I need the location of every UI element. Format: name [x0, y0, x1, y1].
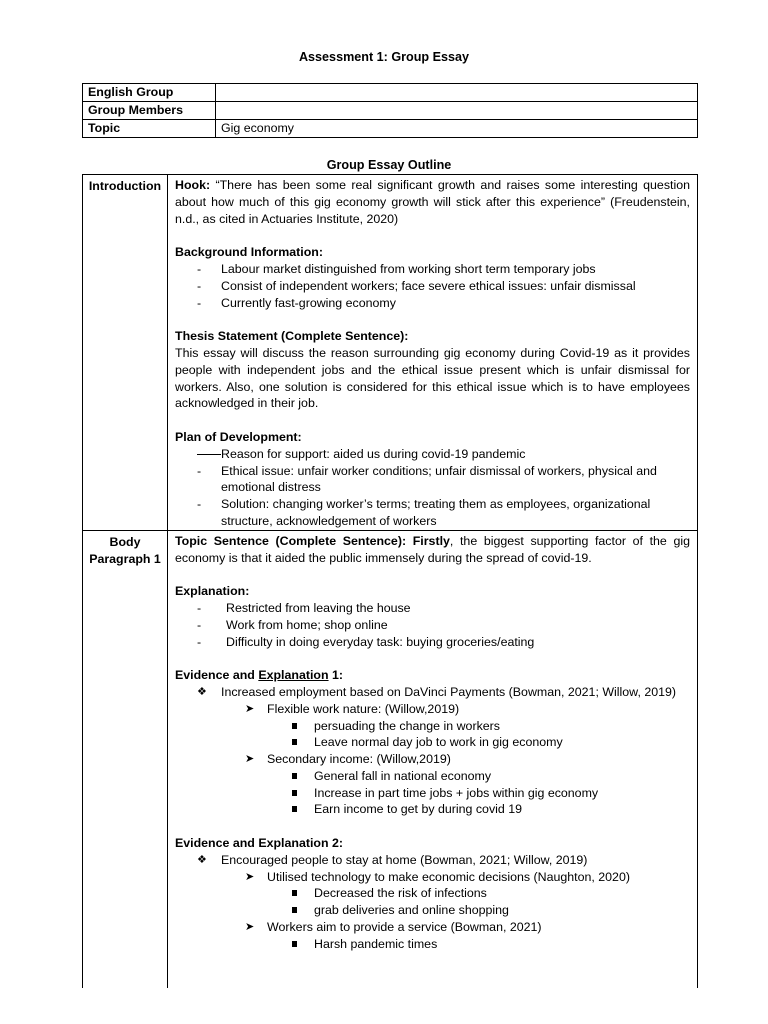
- explanation-item: - Difficulty in doing everyday task: buying groceries/eating: [175, 634, 690, 651]
- explanation-label: Explanation:: [175, 584, 250, 599]
- body-paragraph-1-row: [83, 530, 698, 988]
- evidence-point: grab deliveries and online shopping: [175, 902, 690, 919]
- explanation-item: - Restricted from leaving the house: [175, 600, 690, 617]
- introduction-content: [168, 175, 698, 531]
- info-value: [216, 84, 698, 102]
- plan-item: - Ethical issue: unfair worker conditions; unfair dismissal of workers, physical and emotional distress: [175, 463, 690, 497]
- square-bullet-icon: [292, 806, 297, 812]
- explanation-item: - Work from home; shop online: [175, 617, 690, 634]
- evidence-subitem: ➤ Utilised technology to make economic decisions (Naughton, 2020): [245, 869, 630, 884]
- square-bullet-icon: [292, 773, 297, 779]
- evidence-point: Earn income to get by during covid 19: [175, 801, 690, 818]
- plan-item: Reason for support: aided us during covid-19 pandemic: [175, 446, 690, 463]
- body-paragraph-1-content: [168, 530, 698, 988]
- info-label: Topic: [83, 120, 216, 138]
- thesis-label: Thesis Statement (Complete Sentence):: [175, 329, 409, 344]
- topic-sentence: [175, 533, 690, 567]
- info-value: Gig economy: [216, 120, 698, 138]
- topic-text: , the biggest supporting factor of the gig economy is that it aided the public immensely during the spread of covid-19.: [175, 533, 690, 565]
- arrow-bullet-icon: ➤: [245, 921, 255, 934]
- hook-label: Hook:: [175, 178, 211, 192]
- info-table: [82, 83, 698, 138]
- thesis-text: This essay will discuss the reason surrounding gig economy during Covid-19 as it provides people with independent jobs and the ethical issue present which is unfair dismissal for workers. Also, one solution is considered for this ethical issue which is to have employees acknowledged in their job.: [175, 345, 690, 411]
- arrow-bullet-icon: ➤: [245, 702, 255, 715]
- plan-label: Plan of Development:: [175, 429, 302, 444]
- evidence-subitem: ➤ Workers aim to provide a service (Bowman, 2021): [245, 920, 542, 935]
- info-label: English Group: [83, 84, 216, 102]
- info-value: [216, 102, 698, 120]
- arrow-bullet-icon: ➤: [245, 753, 255, 766]
- topic-label: Topic Sentence (Complete Sentence): Firstly: [175, 533, 450, 548]
- outline-table: [82, 174, 698, 988]
- document-title: Assessment 1: Group Essay: [298, 50, 470, 64]
- background-item: - Currently fast-growing economy: [175, 295, 690, 312]
- info-row-group-members: [83, 102, 698, 120]
- info-row-topic: [83, 120, 698, 138]
- evidence-2-label: Evidence and Explanation 2:: [175, 836, 344, 851]
- square-bullet-icon: [292, 739, 297, 745]
- section-label-introduction: Introduction: [83, 175, 168, 531]
- background-item: - Labour market distinguished from working short term temporary jobs: [175, 261, 690, 278]
- evidence-point: persuading the change in workers: [175, 718, 690, 735]
- diamond-bullet-icon: ❖: [197, 685, 207, 698]
- plan-item: - Solution: changing worker’s terms; treating them as employees, organizational structure, acknowledgement of workers: [175, 496, 690, 530]
- evidence-point: Harsh pandemic times: [175, 936, 690, 953]
- info-row-english-group: [83, 84, 698, 102]
- diamond-bullet-icon: ❖: [197, 853, 207, 866]
- evidence-item: ❖ Encouraged people to stay at home (Bowman, 2021; Willow, 2019): [197, 852, 588, 867]
- square-bullet-icon: [292, 790, 297, 796]
- evidence-point: Leave normal day job to work in gig economy: [175, 734, 690, 751]
- background-item: - Consist of independent workers; face severe ethical issues: unfair dismissal: [175, 278, 690, 295]
- square-bullet-icon: [292, 723, 297, 729]
- evidence-subitem: ➤ Flexible work nature: (Willow,2019): [245, 701, 460, 716]
- evidence-point: Decreased the risk of infections: [175, 885, 690, 902]
- hook-text: “There has been some real significant growth and raises some interesting question about how much of this gig economy growth will stick after this experience” (Freudenstein, n.d., as cited in Actuaries Institute, 2020): [175, 178, 690, 226]
- introduction-row: [83, 175, 698, 531]
- outline-title: Group Essay Outline: [326, 158, 452, 172]
- background-label: Background Information:: [175, 245, 323, 260]
- info-label: Group Members: [83, 102, 216, 120]
- section-label-body-paragraph-1: Body Paragraph 1: [83, 530, 168, 988]
- evidence-point: General fall in national economy: [175, 768, 690, 785]
- square-bullet-icon: [292, 890, 297, 896]
- hook-paragraph: [175, 177, 690, 227]
- square-bullet-icon: [292, 941, 297, 947]
- evidence-item: ❖ Increased employment based on DaVinci Payments (Bowman, 2021; Willow, 2019): [197, 684, 677, 699]
- arrow-bullet-icon: ➤: [245, 870, 255, 883]
- evidence-subitem: ➤ Secondary income: (Willow,2019): [245, 752, 451, 767]
- evidence-point: Increase in part time jobs + jobs within gig economy: [175, 785, 690, 802]
- square-bullet-icon: [292, 907, 297, 913]
- evidence-1-label: Evidence and Explanation 1:: [175, 668, 344, 683]
